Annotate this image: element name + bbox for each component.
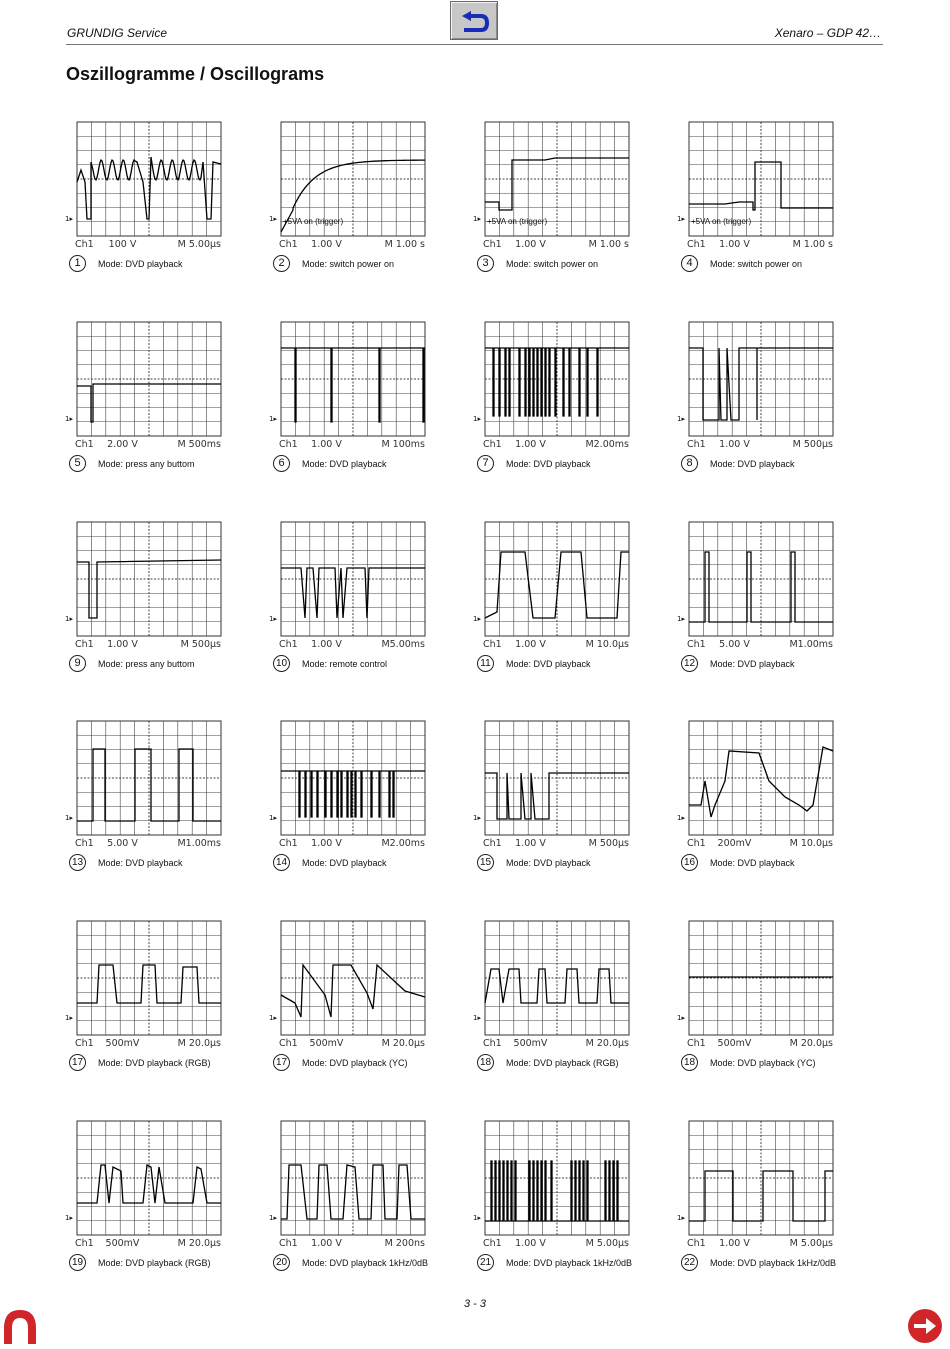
oscillogram-17 bbox=[67, 920, 242, 1090]
trigger-marker: 1▸ bbox=[677, 1014, 685, 1022]
scope-screen bbox=[76, 920, 222, 1036]
time-per-div: M 500µs bbox=[588, 838, 629, 849]
oscillogram-2 bbox=[271, 121, 446, 291]
trigger-marker: 1▸ bbox=[473, 615, 481, 623]
volts-per-div: 1.00 V bbox=[515, 838, 546, 849]
oscillogram-number: 2 bbox=[273, 255, 290, 272]
mode-caption: Mode: DVD playback 1kHz/0dB bbox=[302, 1258, 429, 1268]
volts-per-div: 100 V bbox=[108, 239, 137, 250]
trigger-note: +5VA on (trigger) bbox=[487, 217, 548, 226]
oscillogram-20 bbox=[679, 920, 854, 1090]
oscillogram-number: 17 bbox=[69, 1054, 86, 1071]
mode-caption: Mode: DVD playback bbox=[506, 459, 591, 469]
oscillogram-number: 18 bbox=[477, 1054, 494, 1071]
oscillogram-number: 20 bbox=[273, 1254, 290, 1271]
trigger-marker: 1▸ bbox=[473, 1214, 481, 1222]
header-right: Xenaro – GDP 42… bbox=[774, 26, 881, 40]
oscillogram-8 bbox=[679, 321, 854, 491]
channel-label: Ch1 bbox=[687, 239, 706, 250]
time-per-div: M 5.00µs bbox=[789, 1238, 833, 1249]
mode-caption: Mode: DVD playback (RGB) bbox=[98, 1258, 211, 1268]
volts-per-div: 1.00 V bbox=[515, 439, 546, 450]
trigger-marker: 1▸ bbox=[677, 615, 685, 623]
time-per-div: M 20.0µs bbox=[789, 1038, 833, 1049]
volts-per-div: 1.00 V bbox=[311, 1238, 342, 1249]
oscillogram-number: 11 bbox=[477, 655, 494, 672]
volts-per-div: 1.00 V bbox=[719, 1238, 750, 1249]
mode-caption: Mode: DVD playback bbox=[302, 459, 387, 469]
oscillogram-13 bbox=[67, 720, 242, 890]
time-per-div: M1.00ms bbox=[789, 639, 833, 650]
next-page-button[interactable] bbox=[906, 1308, 944, 1344]
time-per-div: M 20.0µs bbox=[177, 1238, 221, 1249]
time-per-div: M 5.00µs bbox=[585, 1238, 629, 1249]
oscillogram-10 bbox=[271, 521, 446, 691]
scope-screen bbox=[76, 121, 222, 237]
mode-caption: Mode: remote control bbox=[302, 659, 388, 669]
channel-label: Ch1 bbox=[483, 838, 502, 849]
return-arrow-icon bbox=[457, 6, 493, 36]
time-per-div: M 200ns bbox=[384, 1238, 425, 1249]
channel-label: Ch1 bbox=[483, 439, 502, 450]
channel-label: Ch1 bbox=[279, 1238, 298, 1249]
volts-per-div: 200mV bbox=[717, 838, 752, 849]
oscillogram-number: 6 bbox=[273, 455, 290, 472]
oscillogram-4 bbox=[679, 121, 854, 291]
scope-screen bbox=[280, 720, 426, 836]
channel-label: Ch1 bbox=[75, 1038, 94, 1049]
mode-caption: Mode: DVD playback (YC) bbox=[710, 1058, 816, 1068]
oscillogram-number: 22 bbox=[681, 1254, 698, 1271]
mode-caption: Mode: switch power on bbox=[506, 259, 599, 269]
scope-screen bbox=[280, 920, 426, 1036]
oscillogram-12 bbox=[679, 521, 854, 691]
trigger-marker: 1▸ bbox=[677, 814, 685, 822]
channel-label: Ch1 bbox=[75, 1238, 94, 1249]
mode-caption: Mode: press any buttom bbox=[98, 659, 195, 669]
oscillogram-5 bbox=[67, 321, 242, 491]
time-per-div: M2.00ms bbox=[585, 439, 629, 450]
channel-label: Ch1 bbox=[75, 239, 94, 250]
channel-label: Ch1 bbox=[687, 639, 706, 650]
scope-screen bbox=[688, 720, 834, 836]
volts-per-div: 1.00 V bbox=[311, 838, 342, 849]
trigger-marker: 1▸ bbox=[677, 1214, 685, 1222]
oscillogram-6 bbox=[271, 321, 446, 491]
next-arrow-icon bbox=[906, 1308, 944, 1344]
oscillogram-19 bbox=[475, 920, 650, 1090]
trigger-marker: 1▸ bbox=[269, 215, 277, 223]
trigger-marker: 1▸ bbox=[473, 215, 481, 223]
time-per-div: M 20.0µs bbox=[177, 1038, 221, 1049]
back-button[interactable] bbox=[450, 1, 498, 40]
channel-label: Ch1 bbox=[75, 838, 94, 849]
time-per-div: M5.00ms bbox=[381, 639, 425, 650]
oscillogram-number: 9 bbox=[69, 655, 86, 672]
volts-per-div: 1.00 V bbox=[719, 439, 750, 450]
oscillogram-18 bbox=[271, 920, 446, 1090]
trigger-marker: 1▸ bbox=[65, 615, 73, 623]
channel-label: Ch1 bbox=[483, 639, 502, 650]
time-per-div: M 500µs bbox=[180, 639, 221, 650]
trigger-marker: 1▸ bbox=[65, 814, 73, 822]
scope-screen bbox=[688, 321, 834, 437]
trigger-marker: 1▸ bbox=[677, 215, 685, 223]
oscillogram-21 bbox=[67, 1120, 242, 1290]
time-per-div: M 500µs bbox=[792, 439, 833, 450]
oscillogram-number: 19 bbox=[69, 1254, 86, 1271]
oscillogram-number: 1 bbox=[69, 255, 86, 272]
mode-caption: Mode: DVD playback 1kHz/0dB bbox=[710, 1258, 837, 1268]
trigger-marker: 1▸ bbox=[65, 215, 73, 223]
scope-screen bbox=[484, 521, 630, 637]
volts-per-div: 2.00 V bbox=[107, 439, 138, 450]
trigger-marker: 1▸ bbox=[269, 415, 277, 423]
page-title: Oszillogramme / Oscillograms bbox=[66, 64, 325, 84]
trigger-marker: 1▸ bbox=[269, 1214, 277, 1222]
mode-caption: Mode: DVD playback bbox=[506, 659, 591, 669]
mode-caption: Mode: DVD playback 1kHz/0dB bbox=[506, 1258, 633, 1268]
volts-per-div: 1.00 V bbox=[311, 239, 342, 250]
volts-per-div: 5.00 V bbox=[107, 838, 138, 849]
time-per-div: M 20.0µs bbox=[381, 1038, 425, 1049]
scope-screen bbox=[688, 1120, 834, 1236]
channel-label: Ch1 bbox=[279, 838, 298, 849]
scope-screen bbox=[484, 920, 630, 1036]
channel-label: Ch1 bbox=[687, 1038, 706, 1049]
oscillogram-23 bbox=[475, 1120, 650, 1290]
waveform-trace bbox=[77, 157, 221, 219]
oscillogram-11 bbox=[475, 521, 650, 691]
oscillogram-number: 4 bbox=[681, 255, 698, 272]
time-per-div: M 500ms bbox=[177, 439, 221, 450]
trigger-marker: 1▸ bbox=[269, 615, 277, 623]
time-per-div: M 5.00µs bbox=[177, 239, 221, 250]
time-per-div: M 10.0µs bbox=[585, 639, 629, 650]
channel-label: Ch1 bbox=[687, 439, 706, 450]
scope-screen bbox=[280, 321, 426, 437]
volts-per-div: 1.00 V bbox=[515, 639, 546, 650]
trigger-marker: 1▸ bbox=[677, 415, 685, 423]
trigger-marker: 1▸ bbox=[269, 1014, 277, 1022]
mode-caption: Mode: DVD playback bbox=[710, 858, 795, 868]
volts-per-div: 500mV bbox=[513, 1038, 548, 1049]
header-left: GRUNDIG Service bbox=[67, 26, 168, 40]
oscillogram-number: 10 bbox=[273, 655, 290, 672]
scope-screen bbox=[688, 121, 834, 237]
oscillogram-number: 16 bbox=[681, 854, 698, 871]
oscillogram-number: 17 bbox=[273, 1054, 290, 1071]
mode-caption: Mode: DVD playback bbox=[98, 259, 183, 269]
scope-screen bbox=[688, 521, 834, 637]
header-divider bbox=[66, 44, 883, 45]
time-per-div: M 100ms bbox=[381, 439, 425, 450]
mode-caption: Mode: DVD playback (YC) bbox=[302, 1058, 408, 1068]
mode-caption: Mode: DVD playback bbox=[710, 659, 795, 669]
channel-label: Ch1 bbox=[483, 1038, 502, 1049]
oscillogram-number: 5 bbox=[69, 455, 86, 472]
time-per-div: M 1.00 s bbox=[384, 239, 425, 250]
page-number: 3 - 3 bbox=[463, 1298, 486, 1310]
trigger-marker: 1▸ bbox=[473, 1014, 481, 1022]
channel-label: Ch1 bbox=[279, 1038, 298, 1049]
volts-per-div: 1.00 V bbox=[311, 639, 342, 650]
oscillogram-24 bbox=[679, 1120, 854, 1290]
scope-screen bbox=[280, 121, 426, 237]
volts-per-div: 500mV bbox=[717, 1038, 752, 1049]
channel-label: Ch1 bbox=[687, 1238, 706, 1249]
time-per-div: M 1.00 s bbox=[792, 239, 833, 250]
time-per-div: M2.00ms bbox=[381, 838, 425, 849]
oscillogram-3 bbox=[475, 121, 650, 291]
volts-per-div: 1.00 V bbox=[107, 639, 138, 650]
channel-label: Ch1 bbox=[687, 838, 706, 849]
time-per-div: M1.00ms bbox=[177, 838, 221, 849]
scope-screen bbox=[76, 720, 222, 836]
scope-screen bbox=[484, 720, 630, 836]
mode-caption: Mode: DVD playback bbox=[302, 858, 387, 868]
trigger-marker: 1▸ bbox=[65, 1214, 73, 1222]
volts-per-div: 1.00 V bbox=[311, 439, 342, 450]
oscillogram-number: 8 bbox=[681, 455, 698, 472]
oscillogram-1 bbox=[67, 121, 242, 291]
channel-label: Ch1 bbox=[483, 1238, 502, 1249]
channel-label: Ch1 bbox=[279, 439, 298, 450]
oscillogram-15 bbox=[475, 720, 650, 890]
time-per-div: M 10.0µs bbox=[789, 838, 833, 849]
trigger-marker: 1▸ bbox=[473, 814, 481, 822]
mode-caption: Mode: switch power on bbox=[710, 259, 803, 269]
prev-page-button[interactable] bbox=[0, 1306, 40, 1344]
oscillogram-22 bbox=[271, 1120, 446, 1290]
mode-caption: Mode: DVD playback (RGB) bbox=[506, 1058, 619, 1068]
oscillogram-number: 18 bbox=[681, 1054, 698, 1071]
oscillogram-number: 15 bbox=[477, 854, 494, 871]
channel-label: Ch1 bbox=[279, 239, 298, 250]
mode-caption: Mode: press any buttom bbox=[98, 459, 195, 469]
scope-screen bbox=[688, 920, 834, 1036]
scope-screen bbox=[280, 1120, 426, 1236]
scope-screen bbox=[484, 121, 630, 237]
oscillogram-14 bbox=[271, 720, 446, 890]
volts-per-div: 500mV bbox=[105, 1038, 140, 1049]
trigger-note: +5VA on (trigger) bbox=[691, 217, 752, 226]
oscillogram-number: 3 bbox=[477, 255, 494, 272]
volts-per-div: 500mV bbox=[105, 1238, 140, 1249]
scope-screen bbox=[484, 1120, 630, 1236]
scope-screen bbox=[76, 521, 222, 637]
scope-screen bbox=[280, 521, 426, 637]
channel-label: Ch1 bbox=[75, 639, 94, 650]
oscillogram-number: 21 bbox=[477, 1254, 494, 1271]
channel-label: Ch1 bbox=[75, 439, 94, 450]
trigger-note: +5VA on (trigger) bbox=[283, 217, 344, 226]
volts-per-div: 500mV bbox=[309, 1038, 344, 1049]
scope-screen bbox=[76, 1120, 222, 1236]
oscillogram-7 bbox=[475, 321, 650, 491]
channel-label: Ch1 bbox=[279, 639, 298, 650]
oscillogram-number: 13 bbox=[69, 854, 86, 871]
mode-caption: Mode: DVD playback bbox=[710, 459, 795, 469]
volts-per-div: 1.00 V bbox=[515, 1238, 546, 1249]
volts-per-div: 1.00 V bbox=[719, 239, 750, 250]
scope-screen bbox=[76, 321, 222, 437]
oscillogram-number: 14 bbox=[273, 854, 290, 871]
oscillogram-16 bbox=[679, 720, 854, 890]
mode-caption: Mode: DVD playback bbox=[98, 858, 183, 868]
time-per-div: M 20.0µs bbox=[585, 1038, 629, 1049]
oscillogram-9 bbox=[67, 521, 242, 691]
time-per-div: M 1.00 s bbox=[588, 239, 629, 250]
oscillogram-number: 12 bbox=[681, 655, 698, 672]
trigger-marker: 1▸ bbox=[269, 814, 277, 822]
volts-per-div: 1.00 V bbox=[515, 239, 546, 250]
mode-caption: Mode: switch power on bbox=[302, 259, 395, 269]
mode-caption: Mode: DVD playback bbox=[506, 858, 591, 868]
trigger-marker: 1▸ bbox=[65, 415, 73, 423]
scope-screen bbox=[484, 321, 630, 437]
trigger-marker: 1▸ bbox=[65, 1014, 73, 1022]
trigger-marker: 1▸ bbox=[473, 415, 481, 423]
mode-caption: Mode: DVD playback (RGB) bbox=[98, 1058, 211, 1068]
channel-label: Ch1 bbox=[483, 239, 502, 250]
volts-per-div: 5.00 V bbox=[719, 639, 750, 650]
oscillogram-number: 7 bbox=[477, 455, 494, 472]
grundig-logo-prev-icon bbox=[0, 1306, 40, 1344]
